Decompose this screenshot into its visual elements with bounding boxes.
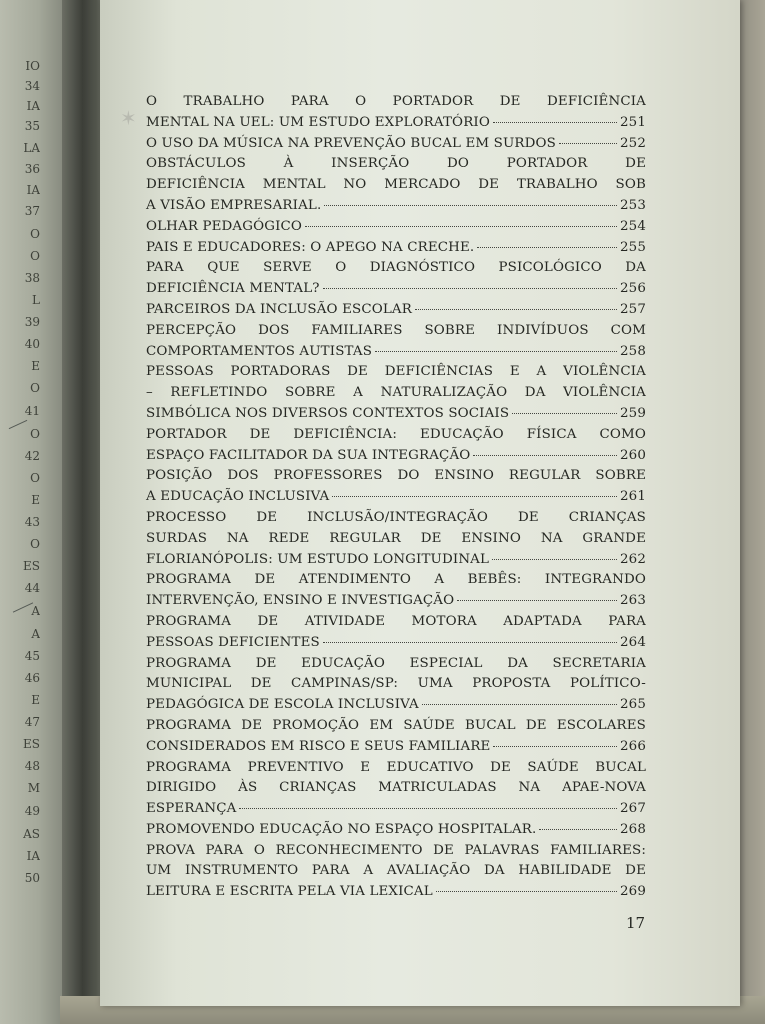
toc-page-number: 266 — [619, 738, 646, 754]
toc-page-number: 269 — [619, 884, 646, 900]
toc-entry-last-line — [146, 695, 646, 716]
left-margin-fragment: A — [31, 627, 40, 641]
left-margin-fragment: ES — [23, 737, 40, 751]
toc-entry-last-line — [146, 446, 646, 467]
table-of-contents — [146, 92, 646, 903]
left-margin-fragment: O — [30, 537, 40, 551]
toc-entry-last-line — [146, 591, 646, 612]
dot-leader — [239, 804, 617, 809]
dot-leader — [332, 492, 617, 497]
toc-entry-last-line — [146, 196, 646, 217]
toc-entry — [146, 321, 646, 363]
dot-leader — [375, 347, 617, 352]
toc-entry-last-line — [146, 279, 646, 300]
left-margin-fragment: 37 — [24, 204, 40, 218]
toc-page-number: 253 — [619, 197, 646, 213]
left-margin-fragment: 35 — [24, 119, 40, 133]
toc-entry-title-line: POSIÇÃO DOS PROFESSORES DO ENSINO REGULAR SOBRE — [146, 468, 646, 484]
toc-entry-last-line — [146, 217, 646, 238]
left-margin-fragment: O — [30, 249, 40, 263]
toc-page-number: 260 — [619, 447, 646, 463]
left-margin-fragment: 42 — [24, 449, 40, 463]
toc-entry-title-line: PERCEPÇÃO DOS FAMILIARES SOBRE INDIVÍDUOS COM — [146, 322, 646, 338]
toc-page-number: 265 — [619, 697, 646, 713]
left-page-margin-text — [0, 56, 40, 936]
page-number: 17 — [626, 914, 646, 932]
toc-entry-title-line: DEFICIÊNCIA MENTAL? — [146, 281, 320, 297]
toc-entry-title-line: PROGRAMA DE PROMOÇÃO EM SAÚDE BUCAL DE ESCOLARES — [146, 717, 646, 733]
toc-entry-title-line: – REFLETINDO SOBRE A NATURALIZAÇÃO DA VIOLÊNCIA — [146, 385, 646, 401]
toc-entry-title-line: A EDUCAÇÃO INCLUSIVA — [146, 489, 330, 505]
toc-page-number: 258 — [619, 343, 646, 359]
left-margin-fragment: O — [30, 381, 40, 395]
left-margin-fragment: 48 — [24, 759, 40, 773]
toc-entry-title-line: DIRIGIDO ÀS CRIANÇAS MATRICULADAS NA APAE-NOVA — [146, 780, 646, 796]
toc-page-number: 268 — [619, 821, 646, 837]
left-margin-fragment: IA — [26, 99, 40, 113]
dot-leader — [559, 139, 617, 144]
left-margin-fragment: O — [30, 427, 40, 441]
toc-entry — [146, 654, 646, 716]
toc-entry-title-line: MENTAL NA UEL: UM ESTUDO EXPLORATÓRIO — [146, 114, 490, 130]
dot-leader — [457, 596, 617, 601]
toc-entry-title-line: PROCESSO DE INCLUSÃO/INTEGRAÇÃO DE CRIANÇAS — [146, 509, 646, 525]
left-margin-fragment: 49 — [24, 804, 40, 818]
toc-page-number: 264 — [619, 634, 646, 650]
toc-entry-title-line: PESSOAS DEFICIENTES — [146, 634, 320, 650]
toc-entry-last-line — [146, 404, 646, 425]
toc-page-number: 261 — [619, 489, 646, 505]
toc-entry-last-line — [146, 882, 646, 903]
toc-entry-title-line: PARCEIROS DA INCLUSÃO ESCOLAR — [146, 301, 412, 317]
dot-leader — [477, 243, 617, 248]
toc-entry-last-line — [146, 487, 646, 508]
left-page — [0, 0, 70, 1024]
toc-entry-title-line: FLORIANÓPOLIS: UM ESTUDO LONGITUDINAL — [146, 551, 490, 567]
left-margin-fragment: 41 — [24, 404, 40, 418]
toc-entry-title-line: PROVA PARA O RECONHECIMENTO DE PALAVRAS FAMILIARES: — [146, 842, 646, 858]
toc-entry-last-line — [146, 342, 646, 363]
left-margin-fragment: 45 — [24, 649, 40, 663]
toc-entry-title-line: UM INSTRUMENTO PARA A AVALIAÇÃO DA HABILIDADE DE — [146, 863, 646, 879]
left-margin-fragment: LA — [23, 141, 40, 155]
toc-entry-title-line: DEFICIÊNCIA MENTAL NO MERCADO DE TRABALHO SOB — [146, 177, 646, 193]
toc-page-number: 267 — [619, 801, 646, 817]
toc-entry-title-line: MUNICIPAL DE CAMPINAS/SP: UMA PROPOSTA POLÍTICO- — [146, 676, 646, 692]
dot-leader — [512, 409, 617, 414]
left-margin-fragment: L — [32, 293, 40, 307]
dot-leader — [493, 742, 617, 747]
left-margin-fragment: ES — [23, 559, 40, 573]
dot-leader — [473, 451, 617, 456]
toc-entry — [146, 508, 646, 570]
toc-entry-title-line: A VISÃO EMPRESARIAL. — [146, 197, 322, 213]
toc-entry-title-line: ESPAÇO FACILITADOR DA SUA INTEGRAÇÃO — [146, 447, 471, 463]
dot-leader — [539, 825, 617, 830]
toc-entry-title-line: PROMOVENDO EDUCAÇÃO NO ESPAÇO HOSPITALAR. — [146, 821, 537, 837]
toc-entry — [146, 425, 646, 467]
toc-entry — [146, 238, 646, 259]
left-margin-fragment: 34 — [24, 79, 40, 93]
toc-entry-last-line — [146, 300, 646, 321]
toc-entry — [146, 154, 646, 216]
toc-page-number: 252 — [619, 135, 646, 151]
toc-entry-title-line: CONSIDERADOS EM RISCO E SEUS FAMILIARE — [146, 738, 491, 754]
dot-leader — [422, 700, 617, 705]
toc-page-number: 251 — [619, 114, 646, 130]
left-margin-fragment: 44 — [24, 581, 40, 595]
toc-page-number: 257 — [619, 301, 646, 317]
toc-entry-title-line: LEITURA E ESCRITA PELA VIA LEXICAL — [146, 884, 433, 900]
toc-entry-title-line: PROGRAMA DE ATENDIMENTO A BEBÊS: INTEGRANDO — [146, 572, 646, 588]
left-margin-fragment: 46 — [24, 671, 40, 685]
toc-entry-title-line: PROGRAMA DE EDUCAÇÃO ESPECIAL DA SECRETARIA — [146, 655, 646, 671]
toc-entry-last-line — [146, 737, 646, 758]
toc-entry-title-line: ESPERANÇA — [146, 801, 237, 817]
toc-entry — [146, 570, 646, 612]
left-margin-fragment: IA — [26, 183, 40, 197]
left-margin-fragment: E — [31, 359, 40, 373]
toc-page-number: 256 — [619, 281, 646, 297]
toc-entry-title-line: O TRABALHO PARA O PORTADOR DE DEFICIÊNCIA — [146, 94, 646, 109]
left-margin-fragment: E — [31, 693, 40, 707]
toc-entry-last-line — [146, 134, 646, 155]
left-margin-fragment: E — [31, 493, 40, 507]
toc-entry-last-line — [146, 238, 646, 259]
toc-entry-last-line — [146, 633, 646, 654]
toc-entry — [146, 362, 646, 424]
dot-leader — [415, 305, 617, 310]
toc-entry-last-line — [146, 550, 646, 571]
toc-entry-title-line: O USO DA MÚSICA NA PREVENÇÃO BUCAL EM SURDOS — [146, 135, 557, 151]
left-margin-fragment: 40 — [24, 337, 40, 351]
toc-entry-last-line — [146, 820, 646, 841]
dot-leader — [323, 284, 617, 289]
toc-entry-title-line: COMPORTAMENTOS AUTISTAS — [146, 343, 373, 359]
left-margin-fragment: O — [30, 227, 40, 241]
toc-entry-title-line: PAIS E EDUCADORES: O APEGO NA CRECHE. — [146, 239, 475, 255]
toc-page-number: 262 — [619, 551, 646, 567]
left-margin-fragment: 38 — [24, 271, 40, 285]
toc-entry — [146, 134, 646, 155]
left-margin-fragment: IA — [26, 849, 40, 863]
dot-leader — [493, 118, 617, 123]
toc-entry-title-line: SURDAS NA REDE REGULAR DE ENSINO NA GRANDE — [146, 530, 646, 546]
left-margin-fragment: 47 — [24, 715, 40, 729]
toc-page-number: 254 — [619, 218, 646, 234]
toc-entry-title-line: PEDAGÓGICA DE ESCOLA INCLUSIVA — [146, 697, 419, 713]
toc-entry-title-line: SIMBÓLICA NOS DIVERSOS CONTEXTOS SOCIAIS — [146, 405, 510, 421]
left-margin-fragment: IO — [25, 59, 40, 73]
dot-leader — [323, 638, 617, 643]
toc-entry-title-line: PROGRAMA DE ATIVIDADE MOTORA ADAPTADA PARA — [146, 613, 646, 629]
toc-entry — [146, 466, 646, 508]
toc-entry — [146, 92, 646, 134]
dot-leader — [436, 887, 617, 892]
toc-entry-title-line: PARA QUE SERVE O DIAGNÓSTICO PSICOLÓGICO DA — [146, 260, 646, 276]
left-margin-fragment: 36 — [24, 162, 40, 176]
left-margin-fragment: AS — [23, 827, 40, 841]
toc-entry-title-line: PESSOAS PORTADORAS DE DEFICIÊNCIAS E A VIOLÊNCIA — [146, 364, 646, 380]
toc-entry — [146, 820, 646, 841]
left-margin-fragment: M — [27, 781, 40, 795]
toc-entry — [146, 612, 646, 654]
toc-entry — [146, 300, 646, 321]
toc-entry — [146, 841, 646, 903]
pencil-star-icon: ✶ — [120, 106, 137, 130]
toc-entry — [146, 258, 646, 300]
dot-leader — [324, 201, 617, 206]
toc-entry-title-line: PORTADOR DE DEFICIÊNCIA: EDUCAÇÃO FÍSICA COMO — [146, 426, 646, 442]
left-margin-fragment: 39 — [24, 315, 40, 329]
dot-leader — [492, 555, 617, 560]
toc-entry-last-line — [146, 799, 646, 820]
toc-page-number: 263 — [619, 593, 646, 609]
toc-page-number: 255 — [619, 239, 646, 255]
toc-entry-title-line: PROGRAMA PREVENTIVO E EDUCATIVO DE SAÚDE BUCAL — [146, 759, 646, 775]
toc-entry-title-line: INTERVENÇÃO, ENSINO E INVESTIGAÇÃO — [146, 593, 455, 609]
toc-page-number: 259 — [619, 405, 646, 421]
left-margin-fragment: O — [30, 471, 40, 485]
toc-entry-title-line: OBSTÁCULOS À INSERÇÃO DO PORTADOR DE — [146, 156, 646, 172]
toc-entry-last-line — [146, 113, 646, 134]
toc-entry — [146, 217, 646, 238]
left-margin-fragment: A — [31, 604, 40, 618]
toc-entry — [146, 716, 646, 758]
left-margin-fragment: 43 — [24, 515, 40, 529]
toc-entry — [146, 758, 646, 820]
left-margin-fragment: 50 — [24, 871, 40, 885]
dot-leader — [305, 222, 617, 227]
toc-entry-title-line: OLHAR PEDAGÓGICO — [146, 218, 303, 234]
